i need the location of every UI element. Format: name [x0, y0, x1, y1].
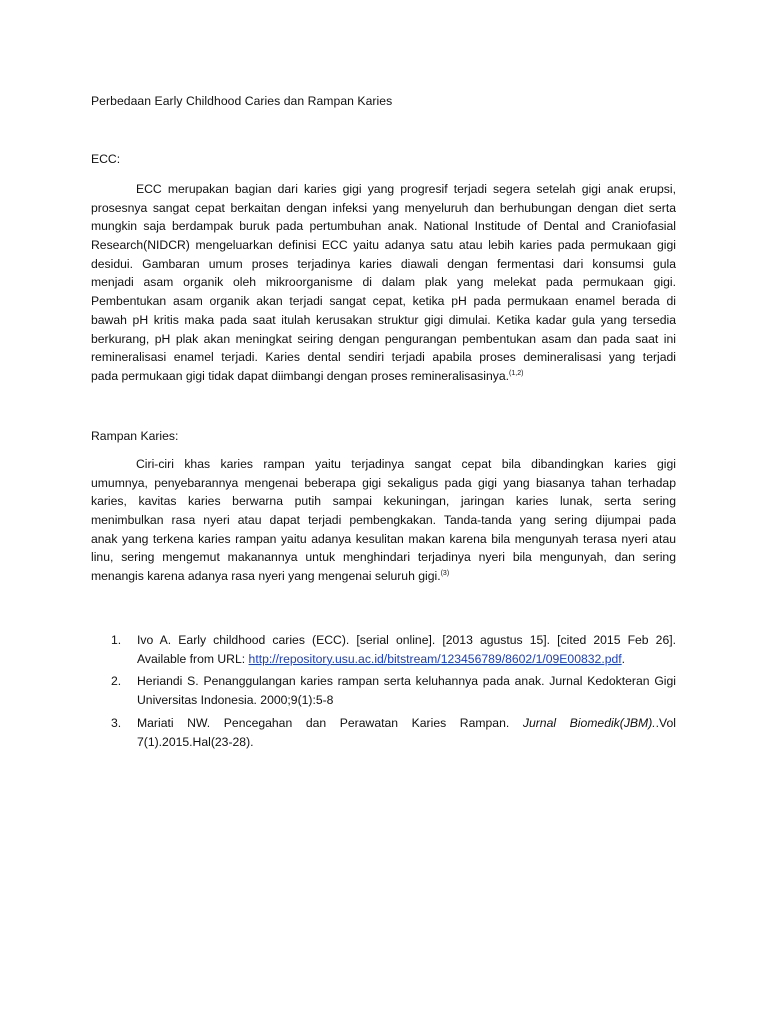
- rampan-line: Ciri-ciri khas karies rampan yaitu terjadinya sangat cepat bila dibandingkan karies gigi: [136, 457, 676, 471]
- reference-volume-label: .Vol: [655, 715, 676, 730]
- ecc-line: remineralisasi enamel terjadi. Karies dental sendiri terjadi apabila proses demineralisasi yang terjadi: [91, 350, 676, 365]
- ecc-line: prosesnya sangat cepat berkaitan dengan infeksi yang menyeluruh dan berhubungan dengan diet serta: [91, 200, 676, 215]
- section-heading-ecc: ECC:: [91, 152, 121, 166]
- section-heading-rampan-karies: Rampan Karies:: [91, 429, 179, 443]
- reference-url-link[interactable]: http://repository.usu.ac.id/bitstream/123456789/8602/1/09E00832.pdf: [248, 651, 622, 666]
- ecc-line: berkurang, pH plak akan meningkat seiring dengan pengurangan pembentukan asam dan pada saat ini: [91, 331, 676, 346]
- ecc-line: ECC merupakan bagian dari karies gigi yang progresif terjadi segera setelah gigi anak erupsi,: [136, 182, 676, 196]
- reference-number: 2.: [111, 674, 122, 689]
- reference-url-label: Available from URL:: [137, 651, 249, 666]
- reference-item: [111, 714, 676, 751]
- reference-author-title: Mariati NW. Pencegahan dan Perawatan Karies Rampan.: [137, 715, 523, 730]
- rampan-line-text: menangis karena adanya rasa nyeri yang mengenai seluruh gigi.: [91, 569, 441, 584]
- reference-line: Ivo A. Early childhood caries (ECC). [serial online]. [2013 agustus 15]. [cited 2015 Feb 26].: [137, 633, 676, 647]
- rampan-line: menimbulkan rasa nyeri atau dapat terjadi pembengkakan. Tanda-tanda yang sering dijumpai pada: [91, 513, 676, 528]
- citation-marker: (3): [440, 570, 450, 578]
- ecc-paragraph: [91, 180, 676, 386]
- ecc-line: menjadi asam organik oleh mikroorganisme di dalam plak yang melekat pada permukaan gigi.: [91, 275, 676, 290]
- reference-line: [137, 714, 676, 733]
- rampan-line-last: [91, 567, 676, 586]
- ecc-line: mungkin saja berdampak buruk pada pertumbuhan anak. National Institude of Dental and Craniofasial: [91, 219, 676, 234]
- rampan-line: karies, kavitas karies berwarna putih sampai kekuningan, jaringan karies lunak, serta sering: [91, 494, 676, 509]
- ecc-line: desidui. Gambaran umum proses terjadinya karies diawali dengan fermentasi dari konsumsi gula: [91, 256, 676, 271]
- rampan-line: linu, sering mengemut makanannya untuk menghindari terjadinya nyeri bila mengunyah, dan sering: [91, 550, 676, 565]
- reference-list: [111, 631, 676, 755]
- reference-line: 7(1).2015.Hal(23-28).: [137, 734, 254, 749]
- rampan-line: umumnya, penyebarannya mengenai beberapa gigi sekaligus pada gigi yang biasanya tahan terhadap: [91, 475, 676, 490]
- rampan-karies-paragraph: [91, 455, 676, 586]
- reference-item: [111, 672, 676, 709]
- rampan-line: anak yang terkena karies rampan yaitu adanya kesulitan makan karena bila mengunyah terasa nyeri atau: [91, 531, 676, 546]
- reference-line: [137, 650, 676, 669]
- reference-line: Universitas Indonesia. 2000;9(1):5-8: [137, 693, 334, 708]
- reference-line: Heriandi S. Penanggulangan karies rampan serta keluhannya pada anak. Jurnal Kedokteran Gigi: [137, 674, 676, 689]
- ecc-line: bawah pH kritis maka pada saat itulah kerusakan struktur gigi dimulai. Ketika kadar gula yang tersedia: [91, 312, 676, 327]
- reference-journal: Jurnal Biomedik(JBM).: [522, 715, 656, 730]
- reference-number: 3.: [111, 715, 122, 730]
- ecc-line-last: [91, 367, 676, 386]
- document-title: Perbedaan Early Childhood Caries dan Rampan Karies: [91, 94, 393, 108]
- reference-number: 1.: [111, 633, 122, 647]
- ecc-line: Research(NIDCR) mengeluarkan definisi ECC yaitu adanya satu atau lebih karies pada permukaan gigi: [91, 238, 676, 253]
- reference-punct: .: [621, 651, 626, 666]
- reference-item: [111, 631, 676, 668]
- citation-marker: (1,2): [509, 369, 524, 377]
- ecc-line-text: pada permukaan gigi tidak dapat diimbangi dengan proses remineralisasinya.: [91, 368, 510, 383]
- ecc-line: Pembentukan asam organik akan terjadi sangat cepat, ketika pH pada permukaan enamel berada di: [91, 294, 676, 309]
